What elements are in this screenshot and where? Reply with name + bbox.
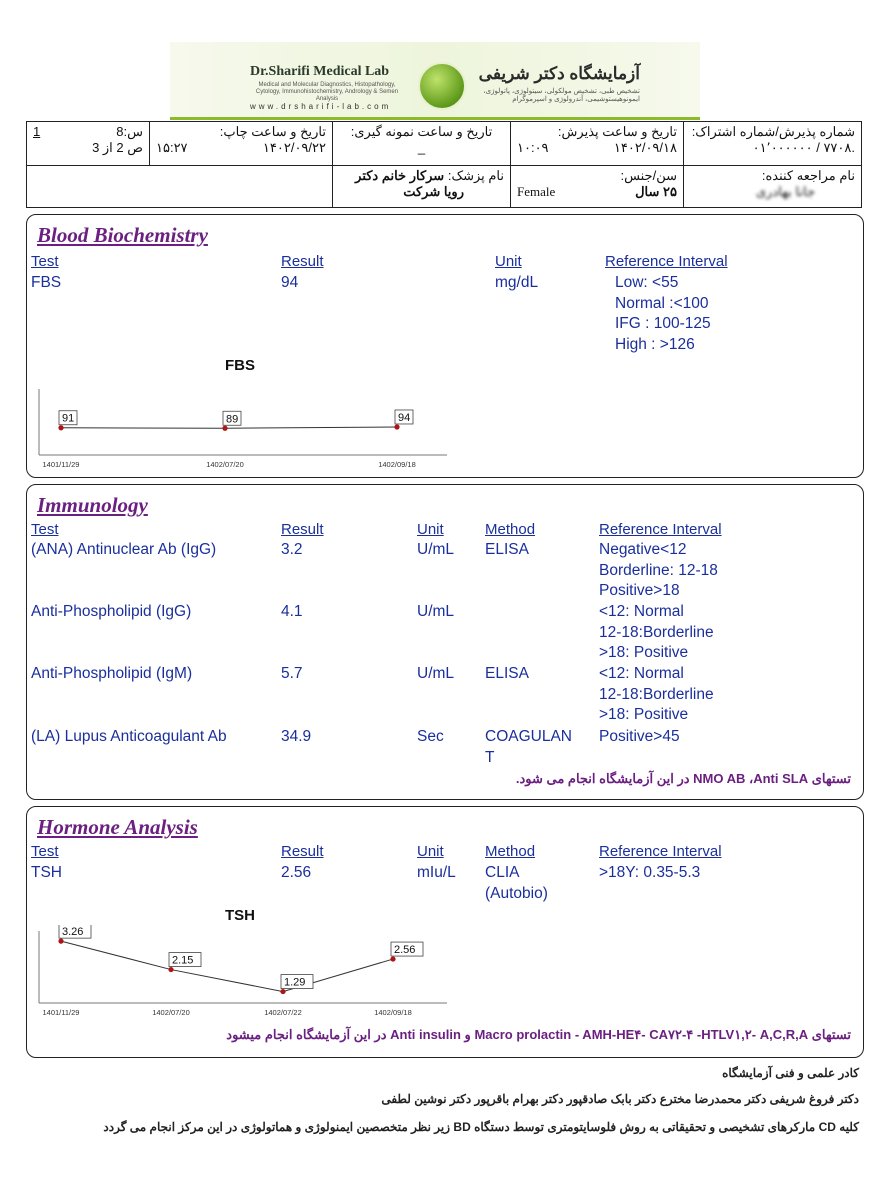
client-label: نام مراجعه کننده: [761,168,855,183]
age-value: ۲۵ سال [635,184,677,199]
admission-label: تاریخ و ساعت پذیرش: [557,124,677,139]
fbs-data-point [394,424,399,429]
sampling-value: _ [417,140,426,155]
test-unit: mg/dL [495,274,539,291]
tsh-data-label: 2.56 [394,944,416,957]
staff-title: کادر علمی و فنی آزمایشگاه [722,1066,859,1080]
sex-value: Female [517,184,556,199]
age-sex-label: سن/جنس: [620,168,677,183]
test-result: 94 [281,274,299,291]
lab-url: www.drsharifi-lab.com [250,102,392,111]
test-name: (LA) Lupus Anticoagulant Ab [31,728,227,745]
test-method: ELISA [485,541,529,558]
doctor-value-2: رویا شرکت [403,184,464,199]
method-line: (Autobio) [485,884,548,902]
print-cell [150,122,333,166]
print-label: تاریخ و ساعت چاپ: [219,124,326,139]
test-result: 2.56 [281,864,312,881]
test-name: FBS [31,274,62,291]
tsh-chart-title: TSH [225,907,255,924]
tsh-x-tick-label: 1402/09/18 [374,1008,412,1017]
fbs-series-line [61,427,397,428]
fbs-x-tick-label: 1402/07/20 [206,460,244,469]
test-ref: >18Y: 0.35-5.3 [599,864,701,881]
tsh-data-point [58,939,63,944]
cd-markers-note: کلیه CD مارکرهای تشخیصی و تحقیقاتی به روش فلوسایتومتری توسط دستگاه BD زیر نظر متخصصین ایمنولوژی و هماتولوژی در این مرکز انجام می گردد [103,1120,859,1134]
test-ref [599,664,714,726]
reception-label: شماره پذیرش/شماره اشتراک: [691,124,855,139]
lab-subtitle-en: Medical and Molecular Diagnostics, Histopathology, Cytology, Immunohistochemistry, Andrology & Semen Analysis [255,82,399,102]
col-ref-header: Reference Interval [599,843,722,860]
ref-line: IFG : 100-125 [615,315,711,332]
tsh-data-point [390,956,395,961]
tsh-series-line [61,941,393,991]
test-name: TSH [31,864,62,881]
print-date: ۱۴۰۲/۰۹/۲۲ [262,140,326,155]
staff-list: دکتر فروغ شریفی دکتر محمدرضا مخترع دکتر بابک صادقپور دکتر بهرام باقرپور دکتر نوشین لطفی [381,1092,859,1106]
col-ref-header: Reference Interval [605,253,728,270]
col-test-header: Test [31,843,59,860]
test-name: Anti-Phospholipid (IgM) [31,665,193,682]
admission-cell [511,122,684,166]
blood-biochemistry-section [26,214,864,478]
col-unit-header: Unit [417,843,444,860]
test-unit: U/mL [417,665,455,682]
immunology-note: تستهای NMO AB ،Anti SLA در این آزمایشگاه انجام می شود. [515,771,851,786]
ref-line: Normal :<100 [615,294,709,312]
test-method: ELISA [485,665,529,682]
col-unit-header: Unit [417,521,444,538]
s-label: س: [123,124,143,139]
section-title: Immunology [37,493,148,517]
col-result-header: Result [281,253,324,270]
sampling-label: تاریخ و ساعت نمونه گیری: [350,124,493,139]
lab-subtitle-fa: تشخیص طبی، تشخیص مولکولی، سیتولوژی، پاتولوژی، ایمونوهیستوشیمی، آندرولوژی و اسپرموگرام [483,88,640,103]
reception-cell [684,122,862,166]
test-unit: Sec [417,728,444,745]
patient-info-table [26,121,862,208]
test-result: 3.2 [281,541,303,558]
lab-logo-banner [170,42,700,120]
test-unit: U/mL [417,603,455,620]
tsh-history-chart [37,925,457,1021]
tsh-data-label: 3.26 [62,926,84,939]
tsh-data-label: 1.29 [284,976,306,989]
test-unit: U/mL [417,541,455,558]
col-test-header: Test [31,521,59,538]
lab-name-fa: آزمایشگاه دکتر شریفی [478,64,640,83]
test-name: (ANA) Antinuclear Ab (IgG) [31,541,217,558]
test-ref [599,602,714,664]
test-ref [599,727,680,748]
immunology-section [26,484,864,800]
ref-line: Low: <55 [615,274,679,291]
test-method: COAGULAN T [485,728,572,766]
test-result: 4.1 [281,603,303,620]
col-method-header: Method [485,521,536,538]
doctor-value-1: سرکار خانم دکتر [355,168,445,183]
fbs-x-tick-label: 1402/09/18 [378,460,416,469]
section-title: Hormone Analysis [37,815,198,839]
ref-line: 12-18:Borderline [599,623,714,641]
fbs-data-label: 89 [226,413,239,426]
test-ref [615,273,711,355]
col-result-header: Result [281,843,324,860]
tsh-data-point [280,989,285,994]
page-cell [27,122,150,166]
age-sex-cell [511,166,684,208]
doctor-label: نام پزشک: [447,168,504,183]
print-time: ۱۵:۲۷ [156,140,188,155]
admission-time: ۱۰:۰۹ [517,140,549,155]
hormone-note: تستهای Macro prolactin - AMH-HE۴- CA۷۲-۴ -HTLV۱,۲- A,C,R,A و Anti insulin در این آزمایشگاه انجام میشود [226,1027,851,1042]
fbs-x-tick-label: 1401/11/29 [42,460,80,469]
s-page-num: 1 [33,124,41,139]
col-test-header: Test [31,253,59,270]
tsh-x-tick-label: 1402/07/20 [152,1008,190,1017]
ref-line: >18: Positive [599,644,689,661]
fbs-data-point [58,425,63,430]
method-line: CLIA [485,864,520,881]
ref-line: High : >126 [615,335,695,353]
hormone-analysis-section [26,806,864,1058]
ref-line: Negative<12 [599,541,687,558]
tsh-x-tick-label: 1402/07/22 [264,1008,302,1017]
tsh-data-label: 2.15 [172,954,194,967]
fbs-chart-title: FBS [225,357,255,374]
s-value: 8 [116,124,124,139]
ref-line: 12-18:Borderline [599,685,714,703]
ref-line: Positive>45 [599,728,680,745]
fbs-data-label: 94 [398,411,411,424]
col-ref-header: Reference Interval [599,521,722,538]
test-unit: mIu/L [417,864,456,881]
reception-value: .۷۷۰۸ / ۰۱٬۰۰۰۰۰۰ [752,140,855,155]
test-name: Anti-Phospholipid (IgG) [31,603,192,620]
client-value: جانا بهادری [755,184,815,199]
tsh-x-tick-label: 1401/11/29 [42,1008,80,1017]
test-result: 5.7 [281,665,303,682]
doctor-cell [333,166,511,208]
ref-line: <12: Normal [599,665,684,682]
test-method [485,863,548,904]
test-result: 34.9 [281,728,312,745]
col-result-header: Result [281,521,324,538]
col-unit-header: Unit [495,253,522,270]
fbs-data-point [222,426,227,431]
apple-logo-icon [418,62,466,110]
section-title: Blood Biochemistry [37,223,208,247]
lab-name-en: Dr.Sharifi Medical Lab [250,64,390,79]
ref-line: Positive>18 [599,582,680,599]
tsh-data-point [168,967,173,972]
fbs-data-label: 91 [62,412,75,425]
fbs-history-chart [37,383,457,471]
sampling-cell [333,122,511,166]
page-indicator: ص 2 از 3 [92,140,143,155]
col-method-header: Method [485,843,536,860]
client-cell [684,166,862,208]
ref-line: Borderline: 12-18 [599,561,718,579]
test-ref [599,540,718,602]
ref-line: <12: Normal [599,603,684,620]
empty-cell [27,166,333,208]
admission-date: ۱۴۰۲/۰۹/۱۸ [613,140,677,155]
ref-line: >18: Positive [599,706,689,723]
